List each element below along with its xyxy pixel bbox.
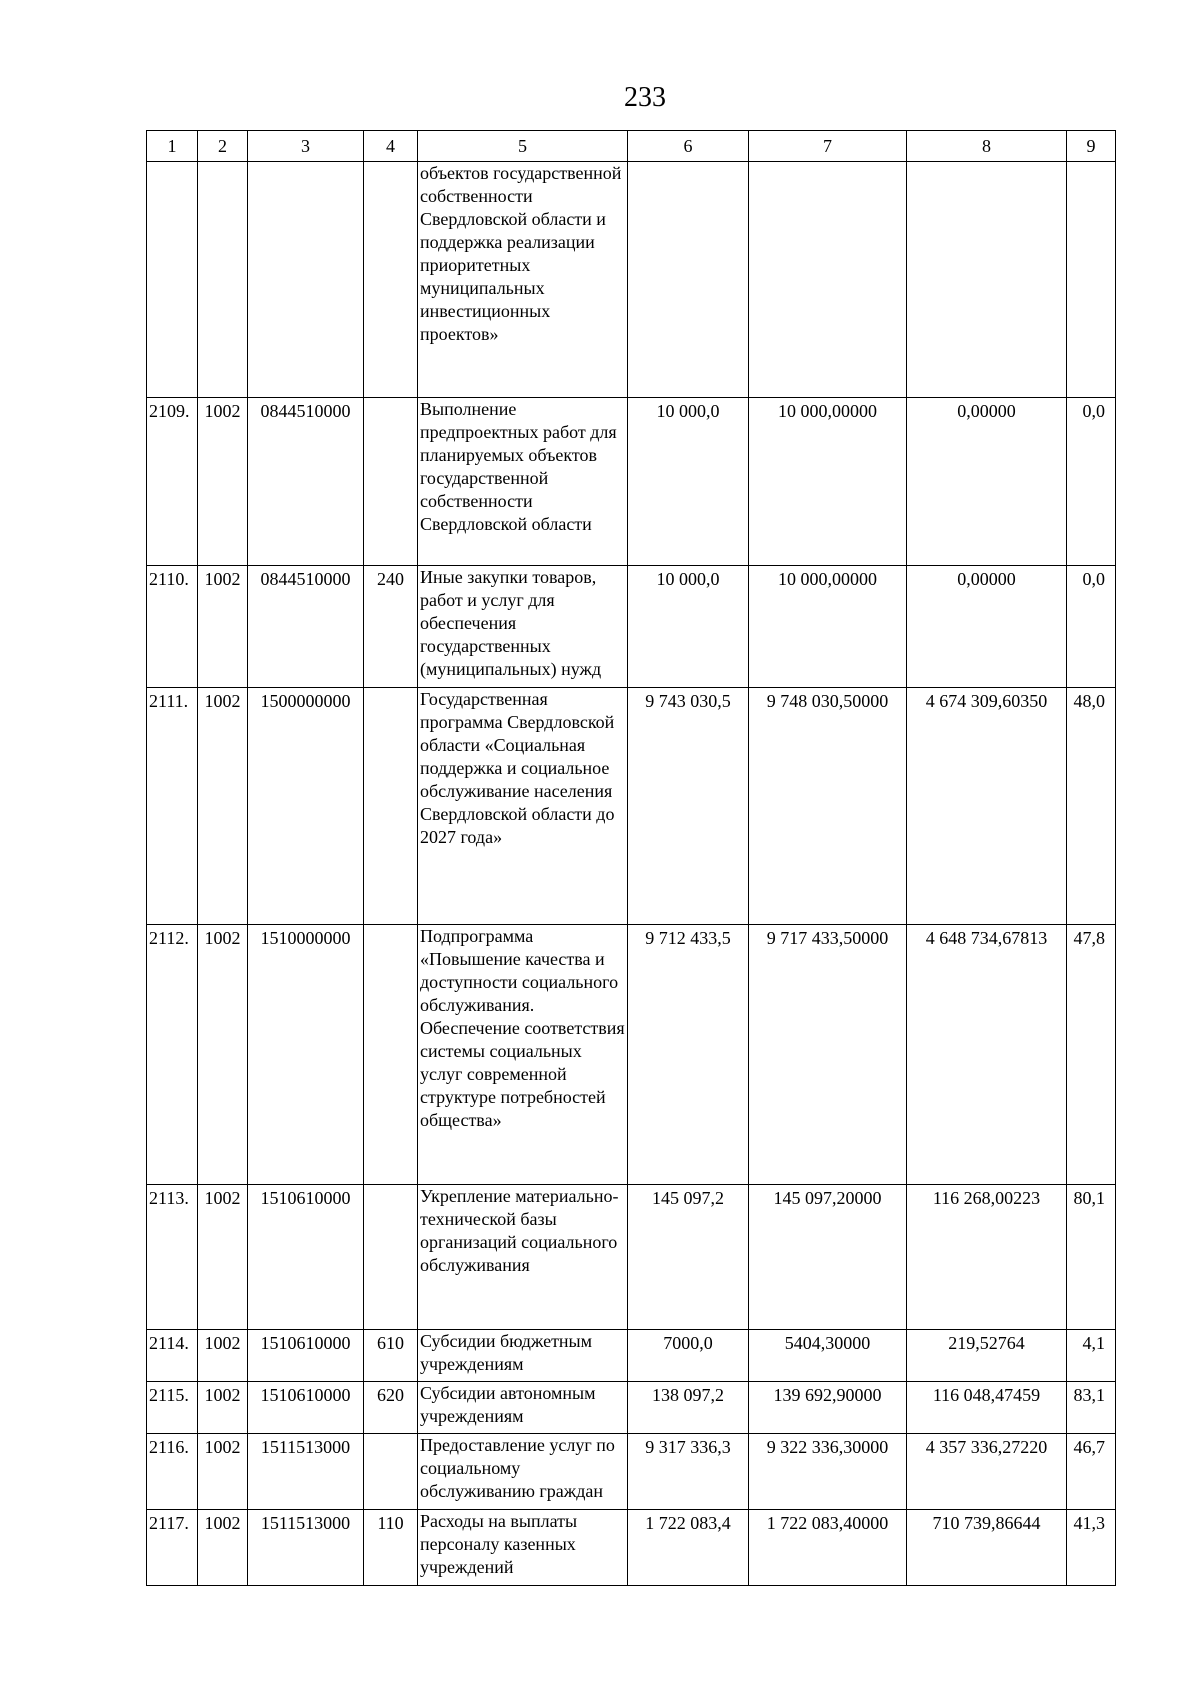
target-code: 0844510000 [248, 566, 364, 688]
executed-amount: 219,52764 [907, 1330, 1067, 1382]
target-code: 1511513000 [248, 1434, 364, 1510]
row-number: 2117. [147, 1510, 198, 1586]
row-number: 2110. [147, 566, 198, 688]
expense-type [364, 925, 418, 1185]
column-header: 1 [147, 131, 198, 162]
row-number: 2116. [147, 1434, 198, 1510]
execution-percent: 41,3 [1067, 1510, 1116, 1586]
expense-type: 240 [364, 566, 418, 688]
column-header: 7 [749, 131, 907, 162]
execution-percent: 4,1 [1067, 1330, 1116, 1382]
refined-amount: 5404,30000 [749, 1330, 907, 1382]
executed-amount: 710 739,86644 [907, 1510, 1067, 1586]
execution-percent: 0,0 [1067, 398, 1116, 566]
expense-type: 110 [364, 1510, 418, 1586]
target-code: 0844510000 [248, 398, 364, 566]
table-row [147, 398, 1116, 566]
empty-cell [198, 162, 248, 398]
column-header: 8 [907, 131, 1067, 162]
item-name: Предоставление услуг по социальному обслуживанию граждан [418, 1434, 628, 1510]
target-code: 1511513000 [248, 1510, 364, 1586]
item-name: Иные закупки товаров, работ и услуг для обеспечения государственных (муниципальных) нужд [418, 566, 628, 688]
row-number: 2115. [147, 1382, 198, 1434]
target-code: 1510610000 [248, 1382, 364, 1434]
target-code: 1500000000 [248, 688, 364, 925]
section-code: 1002 [198, 688, 248, 925]
page-number: 233 [624, 82, 666, 113]
target-code: 1510610000 [248, 1185, 364, 1330]
row-number: 2112. [147, 925, 198, 1185]
plan-amount: 138 097,2 [628, 1382, 749, 1434]
executed-amount: 4 357 336,27220 [907, 1434, 1067, 1510]
expense-type: 610 [364, 1330, 418, 1382]
item-name: Подпрограмма «Повышение качества и доступности социального обслуживания. Обеспечение соответствия системы социальных услуг современной структуре потребностей общества» [418, 925, 628, 1185]
empty-cell [628, 162, 749, 398]
plan-amount: 1 722 083,4 [628, 1510, 749, 1586]
plan-amount: 7000,0 [628, 1330, 749, 1382]
empty-cell [1067, 162, 1116, 398]
refined-amount: 10 000,00000 [749, 566, 907, 688]
target-code: 1510000000 [248, 925, 364, 1185]
row-number: 2111. [147, 688, 198, 925]
table-row [147, 1434, 1116, 1510]
column-header: 4 [364, 131, 418, 162]
section-code: 1002 [198, 1330, 248, 1382]
item-name: Государственная программа Свердловской области «Социальная поддержка и социальное обслуживание населения Свердловской области до 2027 года» [418, 688, 628, 925]
executed-amount: 116 048,47459 [907, 1382, 1067, 1434]
executed-amount: 4 648 734,67813 [907, 925, 1067, 1185]
row-number: 2113. [147, 1185, 198, 1330]
expense-type [364, 1434, 418, 1510]
refined-amount: 9 322 336,30000 [749, 1434, 907, 1510]
execution-percent: 48,0 [1067, 688, 1116, 925]
plan-amount: 9 712 433,5 [628, 925, 749, 1185]
target-code: 1510610000 [248, 1330, 364, 1382]
column-header: 2 [198, 131, 248, 162]
execution-percent: 47,8 [1067, 925, 1116, 1185]
expense-type: 620 [364, 1382, 418, 1434]
section-code: 1002 [198, 398, 248, 566]
executed-amount: 0,00000 [907, 398, 1067, 566]
section-code: 1002 [198, 1185, 248, 1330]
execution-percent: 46,7 [1067, 1434, 1116, 1510]
empty-cell [248, 162, 364, 398]
row-number: 2109. [147, 398, 198, 566]
column-header: 5 [418, 131, 628, 162]
plan-amount: 10 000,0 [628, 566, 749, 688]
item-name: Расходы на выплаты персоналу казенных учреждений [418, 1510, 628, 1586]
empty-cell [907, 162, 1067, 398]
empty-cell [749, 162, 907, 398]
budget-table [146, 130, 1116, 1586]
table-row [147, 1185, 1116, 1330]
section-code: 1002 [198, 566, 248, 688]
expense-type [364, 398, 418, 566]
continuation-row [147, 162, 1116, 398]
table-row [147, 1382, 1116, 1434]
plan-amount: 9 317 336,3 [628, 1434, 749, 1510]
section-code: 1002 [198, 1510, 248, 1586]
item-name: объектов государственной собственности Свердловской области и поддержка реализации приоритетных муниципальных инвестиционных проектов» [418, 162, 628, 398]
section-code: 1002 [198, 1434, 248, 1510]
executed-amount: 116 268,00223 [907, 1185, 1067, 1330]
expense-type [364, 1185, 418, 1330]
section-code: 1002 [198, 1382, 248, 1434]
refined-amount: 10 000,00000 [749, 398, 907, 566]
header-row [147, 131, 1116, 162]
table-row [147, 925, 1116, 1185]
item-name: Субсидии бюджетным учреждениям [418, 1330, 628, 1382]
executed-amount: 4 674 309,60350 [907, 688, 1067, 925]
section-code: 1002 [198, 925, 248, 1185]
executed-amount: 0,00000 [907, 566, 1067, 688]
plan-amount: 9 743 030,5 [628, 688, 749, 925]
refined-amount: 139 692,90000 [749, 1382, 907, 1434]
item-name: Выполнение предпроектных работ для планируемых объектов государственной собственности Свердловской области [418, 398, 628, 566]
table-row [147, 688, 1116, 925]
table-row [147, 1330, 1116, 1382]
refined-amount: 145 097,20000 [749, 1185, 907, 1330]
empty-cell [364, 162, 418, 398]
refined-amount: 1 722 083,40000 [749, 1510, 907, 1586]
execution-percent: 83,1 [1067, 1382, 1116, 1434]
plan-amount: 145 097,2 [628, 1185, 749, 1330]
empty-cell [147, 162, 198, 398]
column-header: 6 [628, 131, 749, 162]
expense-type [364, 688, 418, 925]
row-number: 2114. [147, 1330, 198, 1382]
execution-percent: 80,1 [1067, 1185, 1116, 1330]
table-row [147, 1510, 1116, 1586]
item-name: Субсидии автономным учреждениям [418, 1382, 628, 1434]
execution-percent: 0,0 [1067, 566, 1116, 688]
item-name: Укрепление материально-технической базы организаций социального обслуживания [418, 1185, 628, 1330]
refined-amount: 9 748 030,50000 [749, 688, 907, 925]
plan-amount: 10 000,0 [628, 398, 749, 566]
table-row [147, 566, 1116, 688]
refined-amount: 9 717 433,50000 [749, 925, 907, 1185]
column-header: 3 [248, 131, 364, 162]
column-header: 9 [1067, 131, 1116, 162]
